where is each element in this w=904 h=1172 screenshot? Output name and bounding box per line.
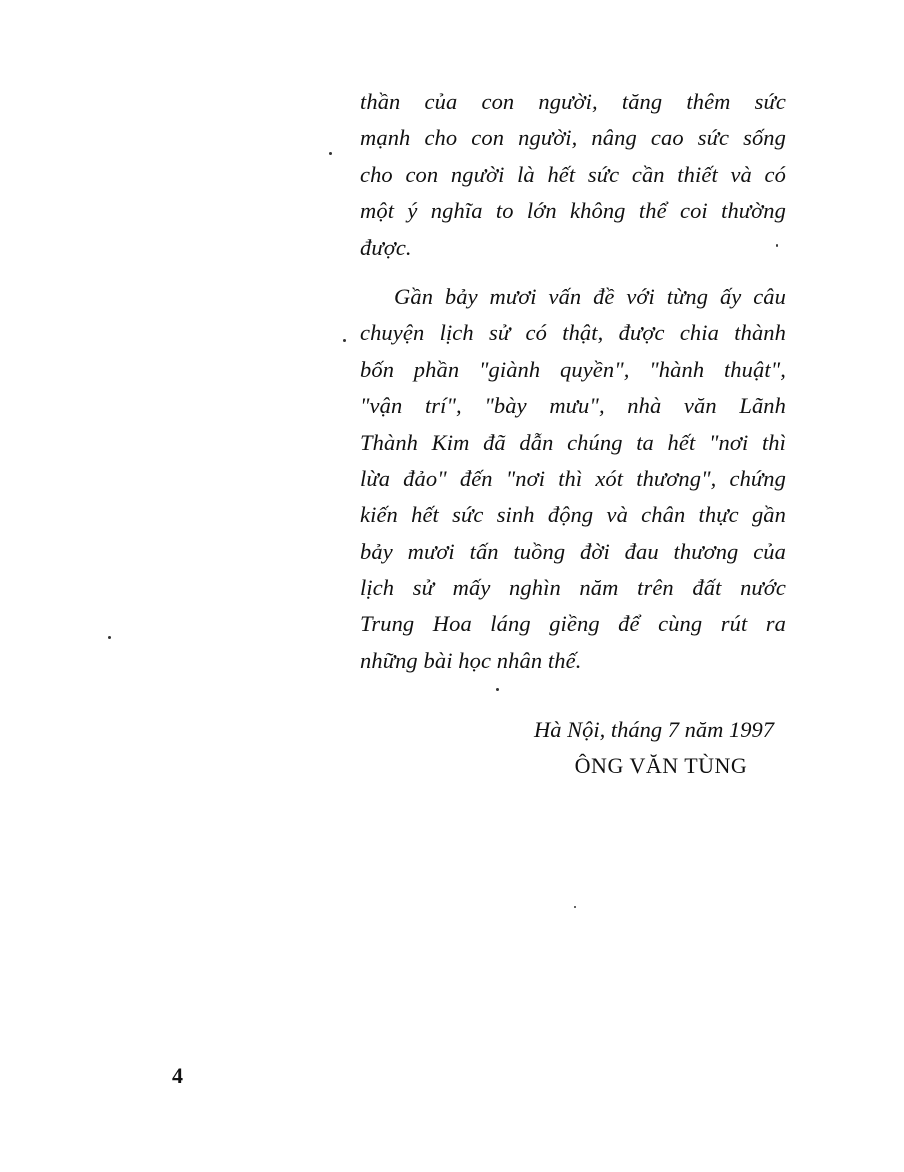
signature-author: ÔNG VĂN TÙNG — [574, 753, 748, 778]
signature-block — [440, 712, 774, 784]
text-line: Thành Kim đã dẫn chúng ta hết "nơi thì — [360, 429, 786, 455]
text-line: kiến hết sức sinh động và chân thực gần — [360, 502, 786, 528]
text-line: bảy mươi tấn tuồng đời đau thương của — [360, 538, 786, 564]
scan-speck — [496, 688, 499, 691]
text-line: được. — [360, 234, 412, 260]
scan-speck — [329, 152, 332, 155]
text-line: chuyện lịch sử có thật, được chia thành — [360, 320, 786, 346]
paragraph-gap — [360, 266, 786, 279]
text-line: lừa đảo" đến "nơi thì xót thương", chứng — [360, 465, 786, 491]
text-line: một ý nghĩa to lớn không thể coi thường — [360, 198, 786, 224]
paragraph-continued — [360, 84, 786, 266]
signature-place-date: Hà Nội, tháng 7 năm 1997 — [533, 717, 774, 742]
text-line: thần của con người, tăng thêm sức — [360, 89, 786, 114]
paragraph-main — [360, 279, 786, 679]
text-line: Trung Hoa láng giềng để cùng rút ra — [360, 611, 786, 637]
text-line: Gần bảy mươi vấn đề với từng ấy câu — [394, 283, 786, 309]
text-line: bốn phần "giành quyền", "hành thuật", — [360, 356, 786, 382]
text-line: cho con người là hết sức cần thiết và có — [360, 161, 786, 187]
scan-speck — [574, 906, 576, 908]
scan-speck — [776, 244, 778, 247]
text-line: lịch sử mấy nghìn năm trên đất nước — [360, 575, 786, 601]
page-number: 4 — [172, 1063, 183, 1088]
scan-speck — [343, 339, 346, 342]
scan-speck — [108, 636, 111, 639]
text-line: những bài học nhân thế. — [360, 647, 582, 673]
body-text — [360, 84, 786, 679]
text-line: "vận trí", "bày mưu", nhà văn Lãnh — [360, 393, 786, 419]
text-line: mạnh cho con người, nâng cao sức sống — [360, 125, 786, 151]
